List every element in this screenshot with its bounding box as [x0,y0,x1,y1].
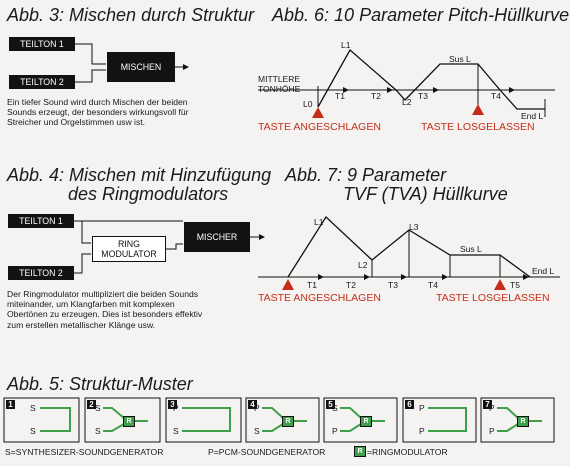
ring-modulator-icon: R [282,416,294,427]
fig5-cell-number: 5 [326,400,335,409]
ring-modulator-icon: R [354,446,366,457]
fig6-label-l1: L1 [341,40,351,50]
fig4-title-line1: Abb. 4: Mischen mit Hinzufügung [7,165,272,185]
fig5-cell-bottom-label: P [419,426,425,436]
fig6-press-marker [312,107,324,118]
fig6-label-t1: T1 [335,91,345,101]
fig5-cell-bottom-label: S [95,426,101,436]
fig5-cell-bottom-label: S [30,426,36,436]
fig6-label-t4: T4 [491,91,501,101]
fig6-label-t2: T2 [371,91,381,101]
fig4-teilton2-box: TEILTON 2 [8,266,74,280]
fig5-cell-top-label: S [30,403,36,413]
fig5-title: Abb. 5: Struktur-Muster [7,374,193,394]
fig5-cell-number: 7 [483,400,492,409]
fig3-title: Abb. 3: Mischen durch Struktur [7,5,255,25]
fig5-cell-top-label: P [419,403,425,413]
fig6-mid-label2: TONHÖHE [258,84,301,94]
fig4-line-ring-mix [166,244,183,249]
fig5-cell-1 [4,398,79,442]
fig7-label-l3: L3 [409,222,419,232]
fig3-teilton2-box: TEILTON 2 [9,75,75,89]
fig7-label-endl: End L [532,266,555,276]
fig7-label-t2: T2 [346,280,356,290]
fig5-cell-bottom-label: P [489,426,495,436]
fig5-cell-6-wire [428,408,466,431]
fig5-cell-top-label: P [254,403,260,413]
fig5-legend-s: S=SYNTHESIZER-SOUNDGENERATOR [5,447,164,457]
fig5-cell-top-label: S [332,403,338,413]
fig5-legend-p: P=PCM-SOUNDGENERATOR [208,447,326,457]
fig4-teilton1-box: TEILTON 1 [8,214,74,228]
fig6-release-marker [472,104,484,115]
fig6-label-susl: Sus L [449,54,471,64]
fig7-title-line2: TVF (TVA) Hüllkurve [343,184,508,204]
fig7-label-susl: Sus L [460,244,482,254]
fig3-desc-line: Sounds erzeugt, der besonders wirkungsvoll für [7,107,189,118]
fig4-title-line2: des Ringmodulators [68,184,229,204]
fig5-cell-number: 4 [248,400,257,409]
fig6-press-label: TASTE ANGESCHLAGEN [258,121,381,133]
fig7-label-l2: L2 [358,260,368,270]
fig7-release-marker [494,279,506,290]
fig6-release-label: TASTE LOSGELASSEN [421,121,535,133]
fig7-label-t5: T5 [510,280,520,290]
fig6-mid-label1: MITTLERE [258,74,301,84]
fig5-cell-number: 6 [405,400,414,409]
ring-modulator-icon: R [123,416,135,427]
fig4-desc-line: zum erstellen metallischer Klänge usw. [7,319,156,330]
fig4-modulator-label: MODULATOR [101,249,157,259]
fig4-desc-line: Der Ringmodulator multipliziert die beiden Sounds [7,289,199,299]
fig4-ring-label: RING [118,239,140,249]
fig4-desc-line: Obertönen zu erzeugen. Dies ist besonders effektiv [7,309,203,320]
fig5-cell-top-label: P [489,403,495,413]
fig7-release-label: TASTE LOSGELASSEN [436,292,550,304]
fig3-teilton1-box: TEILTON 1 [9,37,75,51]
fig7-press-label: TASTE ANGESCHLAGEN [258,292,381,304]
fig6-label-l0: L0 [303,99,313,109]
fig5-legend-r: =RINGMODULATOR [367,447,448,457]
fig3-line-in2 [75,70,106,82]
fig6-label-t3: T3 [418,91,428,101]
fig4-line-in2-ring [74,254,91,273]
fig5-cell-bottom-label: S [254,426,260,436]
fig3-line-in1 [75,44,106,64]
fig3-desc-line: Streicher und Orgelstimmen usw ist. [7,117,146,128]
fig6-label-endl: End L [521,111,544,121]
fig5-cell-number: 3 [168,400,177,409]
fig5-cell-bottom-label: S [173,426,179,436]
fig4-mischer-box: MISCHER [184,222,250,252]
fig3-mischen-box: MISCHEN [107,52,175,82]
fig7-label-t1: T1 [307,280,317,290]
fig5-cell-bottom-label: P [332,426,338,436]
fig6-label-l2: L2 [402,97,412,107]
fig7-title-line1: Abb. 7: 9 Parameter [285,165,447,185]
fig5-cell-number: 2 [87,400,96,409]
fig7-label-t3: T3 [388,280,398,290]
fig7-press-marker [282,279,294,290]
fig5-cell-3-wire [182,408,230,431]
fig4-desc-line: miteinander, um Klangfarben mit komplexen [7,299,175,310]
fig5-cell-1-wire [40,408,70,431]
ring-modulator-icon: R [517,416,529,427]
fig6-envelope [318,50,545,109]
ring-modulator-icon: R [360,416,372,427]
fig6-title: Abb. 6: 10 Parameter Pitch-Hüllkurve [272,5,570,25]
fig7-label-l1: L1 [314,217,324,227]
fig5-cell-top-label: P [173,403,179,413]
fig7-label-t4: T4 [428,280,438,290]
fig5-cell-number: 1 [6,400,15,409]
fig4-line-in1-ring [82,221,91,243]
fig3-desc-line: Ein tiefer Sound wird durch Mischen der beiden [7,97,188,107]
fig5-cell-top-label: S [95,403,101,413]
